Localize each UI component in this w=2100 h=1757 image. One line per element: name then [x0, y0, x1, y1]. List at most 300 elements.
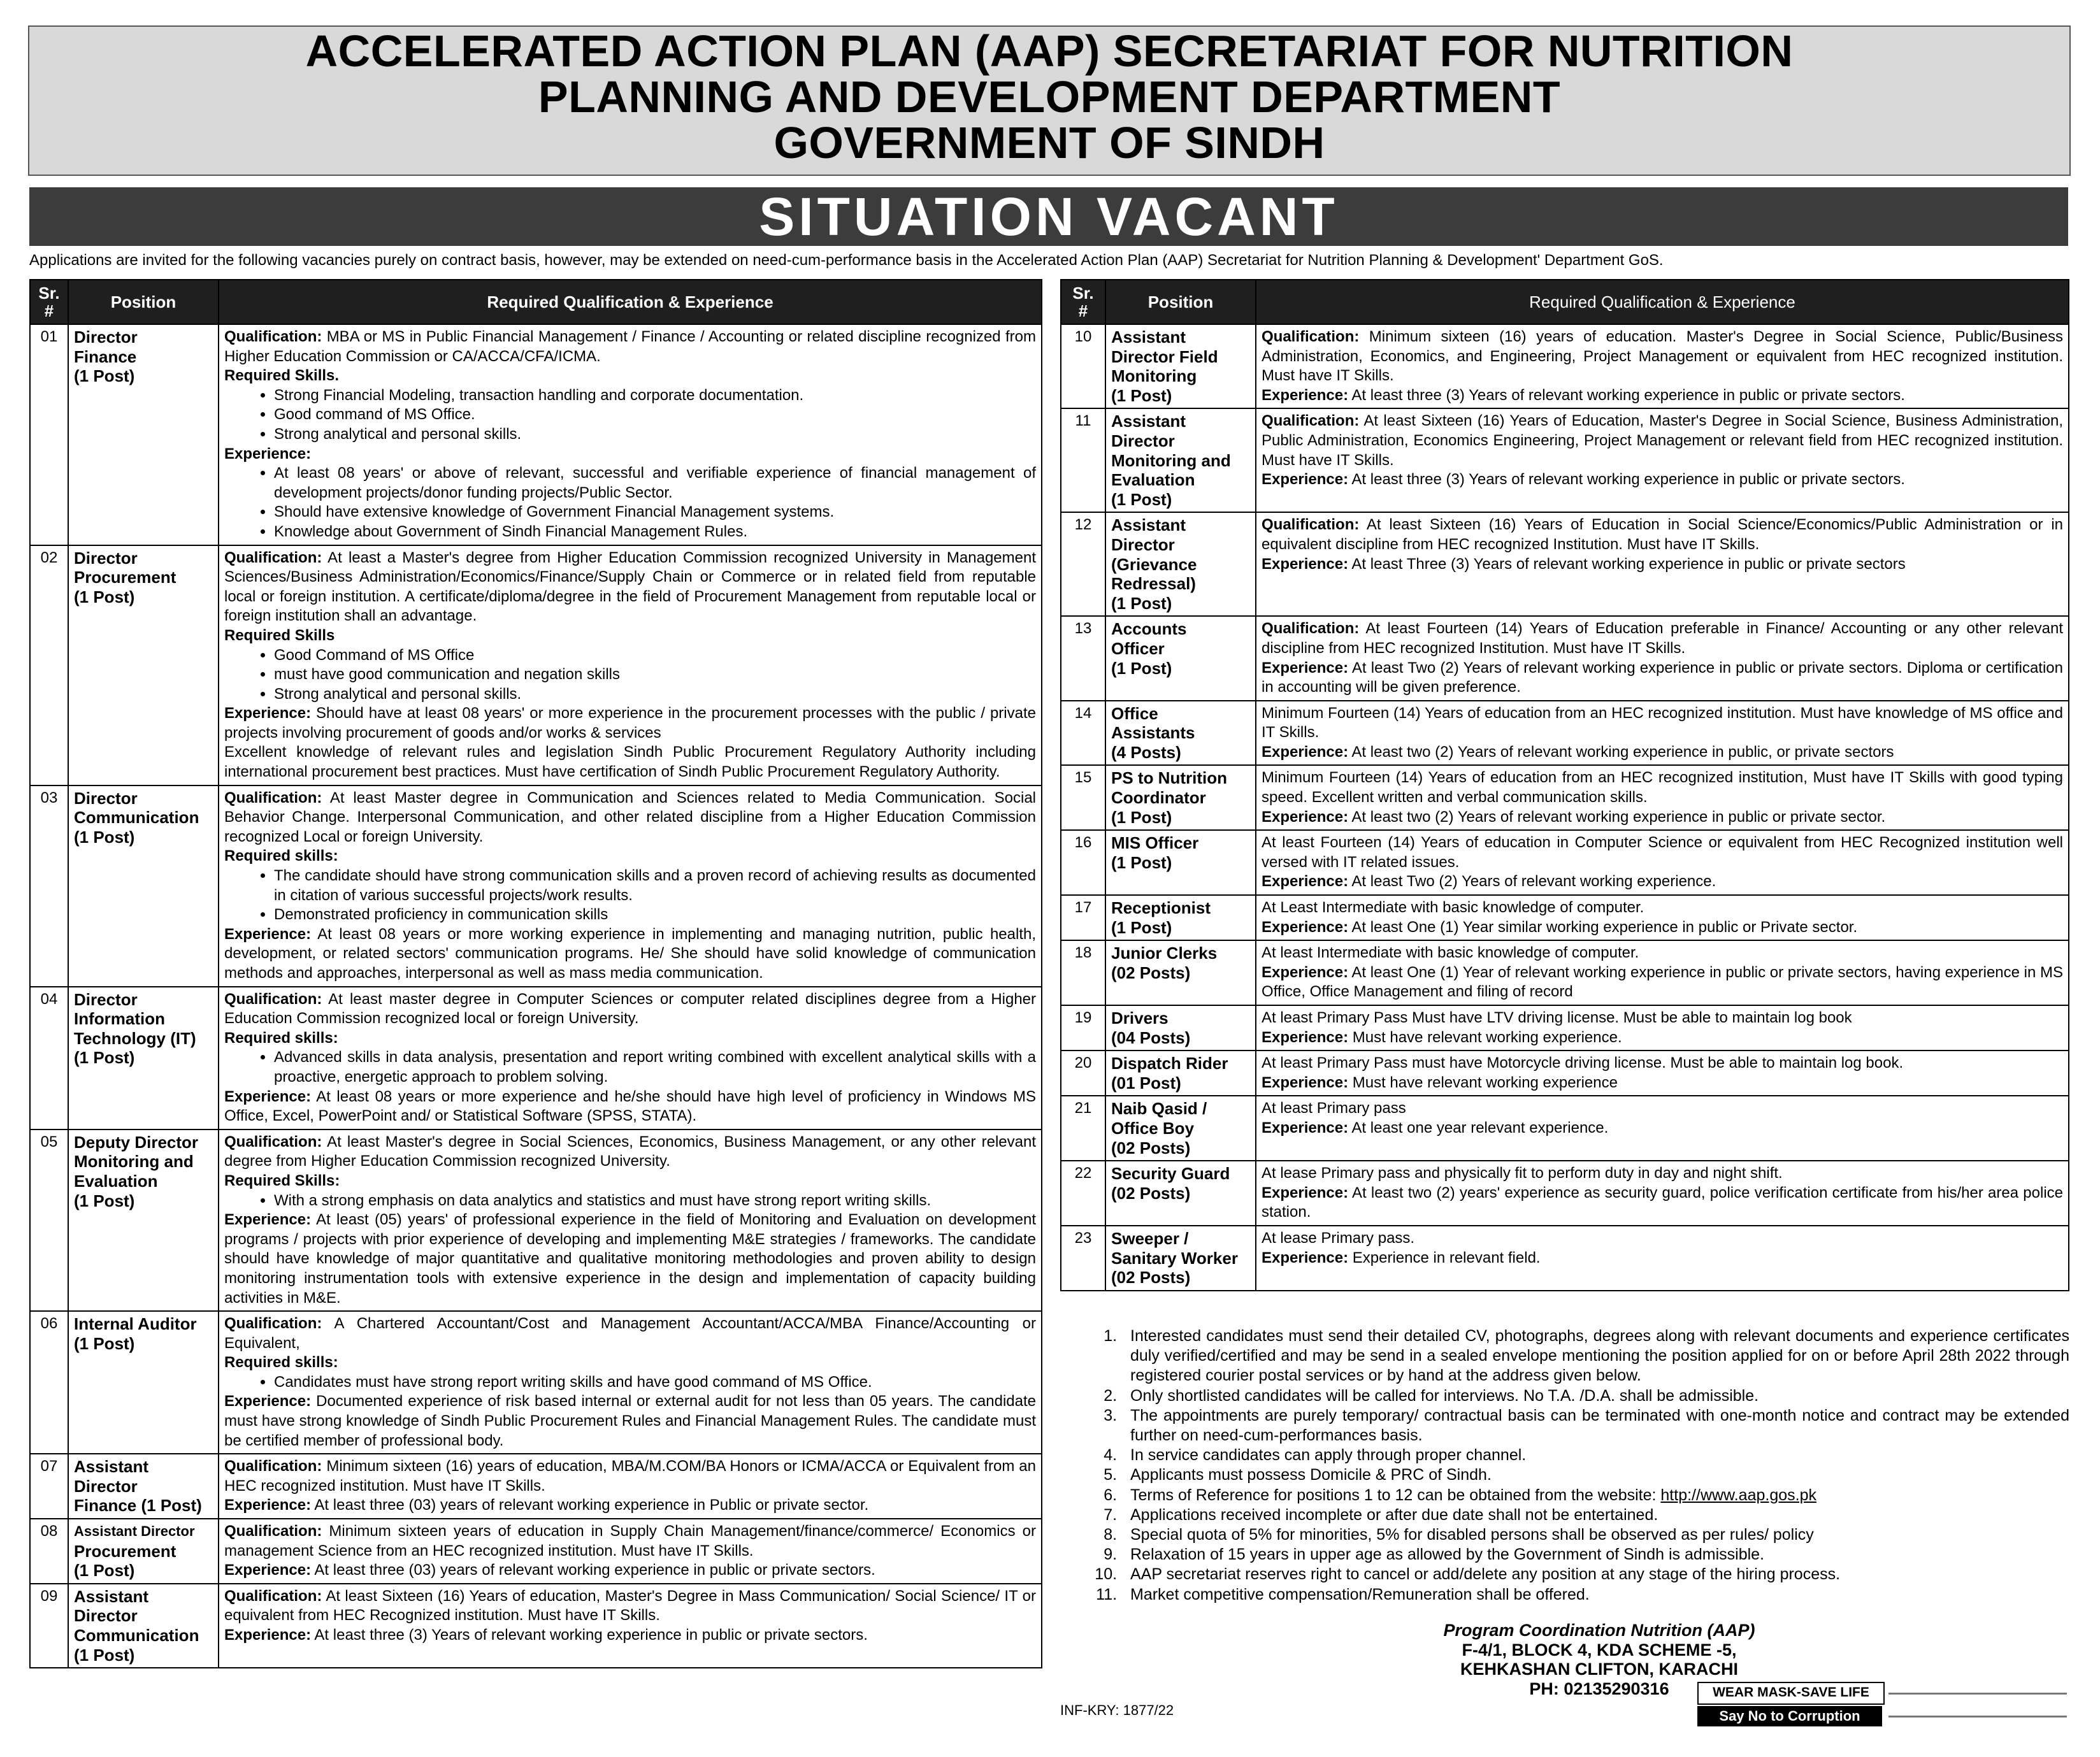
qualification-text — [1262, 1008, 2063, 1028]
note-item — [1121, 1505, 2069, 1525]
row-requirements — [1256, 408, 2069, 512]
header-box — [28, 25, 2071, 176]
qualification-value: At least Intermediate with basic knowledge of computer. — [1262, 944, 1639, 962]
position-line: Communication — [74, 808, 199, 828]
position-line: Director — [1111, 431, 1175, 450]
position-line: Accounts — [1111, 619, 1187, 639]
position-line: Finance — [74, 347, 137, 366]
qualification-value: At least Fourteen (14) Years of education in Computer Science or equivalent from HEC Recognized institution well versed with IT related issues. — [1262, 834, 2063, 871]
qualification-label: Qualification: — [1262, 328, 1360, 345]
table-row — [30, 324, 1042, 545]
position-line: Naib Qasid / — [1111, 1099, 1207, 1119]
position-line: Monitoring — [1111, 366, 1197, 386]
experience-value: Must have relevant working experience — [1352, 1073, 1618, 1091]
qualification-value: Minimum sixteen (16) years of education. Master's Degree in Social Science, Public/Business Administration, Economics, and Engineering, Project Management or equivalent from HEC recognized institution. Must have IT Skills. — [1262, 328, 2063, 385]
note-text: In service candidates can apply through proper channel. — [1130, 1446, 1527, 1465]
position-line: Director — [74, 788, 138, 808]
row-position — [1105, 324, 1256, 408]
qualification-value: Minimum Fourteen (14) Years of education from an HEC recognized institution, Must have IT Skills with good typing speed. Excellent written and verbal communication skills. — [1262, 769, 2063, 807]
row-position — [68, 324, 219, 545]
position-line: Procurement — [74, 1541, 176, 1561]
position-line: Sanitary Worker — [1111, 1248, 1238, 1268]
position-line: Assistant — [1111, 412, 1186, 431]
position-line: (1 Post) — [74, 366, 135, 386]
row-sr: 16 — [1061, 830, 1105, 895]
header-position: Position — [68, 280, 219, 324]
row-requirements — [219, 1454, 1042, 1519]
note-text: Applicants must possess Domicile & PRC of Sindh. — [1130, 1466, 1492, 1484]
table-row — [1061, 512, 2069, 616]
qualification-text — [1262, 1099, 2063, 1119]
row-position — [68, 545, 219, 785]
row-position — [1105, 616, 1256, 700]
right-table-body — [1061, 324, 2069, 1291]
row-position — [68, 1454, 219, 1519]
experience-label: Experience: — [1262, 808, 1349, 826]
experience-value: Should have at least 08 years' or more experience in the procurement processes with the public / private projects involving procurement of goods and/or works & services — [224, 705, 1036, 742]
row-position — [68, 1130, 219, 1311]
qualification-label: Qualification: — [1262, 620, 1360, 638]
skill-item: • The candidate should have strong communication skills and a proven record of achieving results as documented in citation of various successful projects/work results. — [274, 866, 1036, 905]
note-item — [1121, 1386, 2069, 1406]
row-sr: 09 — [30, 1584, 68, 1668]
row-requirements — [219, 785, 1042, 987]
row-sr: 04 — [30, 987, 68, 1130]
qualification-value: At least Sixteen (16) Years of Education, Master's Degree in Social Science, Business Administration, Public Administration, Economics Engineering, Project Management or relevant field from HEC recognized institution. Must have IT Skills. — [1262, 412, 2064, 469]
table-row — [1061, 1005, 2069, 1051]
qualification-text — [1262, 704, 2063, 743]
position-line: Evaluation — [74, 1171, 158, 1191]
experience-label: Experience: — [224, 925, 312, 943]
experience-value: At least three (03) years of relevant working experience in Public or private sector. — [314, 1496, 869, 1514]
experience-label: Experience: — [224, 705, 312, 722]
say-no-corruption-badge: Say No to Corruption — [1697, 1706, 1882, 1726]
experience-label: Experience: — [224, 1561, 312, 1579]
row-requirements — [1256, 1226, 2069, 1291]
position-line: (04 Posts) — [1111, 1028, 1191, 1047]
position-line: (1 Post) — [74, 1561, 135, 1581]
experience-label: Experience: — [1262, 555, 1349, 573]
qualification-value: At least Fourteen (14) Years of Education preferable in Finance/ Accounting or any other relevant discipline from HEC recognized Institution. Must have IT Skills. — [1262, 620, 2064, 657]
row-sr: 01 — [30, 324, 68, 545]
qualification-value: At lease Primary pass and physically fit to perform duty in day and night shift. — [1262, 1165, 1783, 1182]
qualification-label: Qualification: — [1262, 412, 1360, 430]
row-requirements — [219, 324, 1042, 545]
table-row — [1061, 701, 2069, 766]
skills-list — [224, 646, 1036, 705]
skills-label: Required Skills. — [224, 367, 340, 385]
experience-text — [1262, 963, 2063, 1002]
experience-value: At least Three (3) Years of relevant working experience in public or private sectors — [1351, 555, 1906, 573]
position-line: (1 Post) — [1111, 917, 1172, 937]
row-position — [1105, 512, 1256, 616]
header-sr: Sr. # — [30, 280, 68, 324]
inf-number: INF-KRY: 1877/22 — [1060, 1702, 1174, 1718]
qualification-text — [224, 1457, 1036, 1496]
position-line: Sweeper / — [1111, 1228, 1189, 1248]
qualification-text — [1262, 943, 2063, 963]
row-sr: 21 — [1061, 1096, 1105, 1161]
row-requirements — [1256, 895, 2069, 940]
qualification-value: A Chartered Accountant/Cost and Management Accountant/ACCA/MBA Finance/Accounting or Equivalent, — [224, 1315, 1037, 1352]
experience-value: At least two (2) years' experience as security guard, police verification certificate from his/her area police station. — [1262, 1184, 2063, 1221]
position-line: Office Boy — [1111, 1118, 1195, 1138]
experience-value: At least two (2) Years of relevant working experience in public or private sector. — [1351, 808, 1886, 826]
table-row — [1061, 616, 2069, 700]
skills-list — [224, 866, 1036, 925]
experience-label: Experience: — [1262, 1119, 1349, 1137]
table-row — [30, 1584, 1042, 1668]
vacancy-table-right — [1060, 279, 2069, 1291]
qualification-value: MBA or MS in Public Financial Management / Finance / Accounting or related discipline recognized from Higher Education Commission or CA/ACCA/CFA/ICMA. — [224, 328, 1036, 365]
row-requirements — [219, 1584, 1042, 1668]
skill-item: • Strong analytical and personal skills. — [274, 685, 1036, 705]
experience-value: At least 08 years or more experience and he/she should have high level of proficiency in Windows MS Office, Excel, PowerPoint and/ or Statistical Software (SPSS, STATA). — [224, 1087, 1037, 1125]
table-header-row — [30, 280, 1042, 324]
experience-text — [1262, 470, 2063, 490]
position-line: Drivers — [1111, 1008, 1169, 1028]
position-line: Deputy Director — [74, 1132, 199, 1152]
terms-notes — [1060, 1326, 2069, 1605]
position-line: (1 Post) — [1111, 658, 1172, 678]
position-line: Receptionist — [1111, 898, 1211, 918]
position-line: Evaluation — [1111, 470, 1195, 490]
intro-text: Applications are invited for the following vacancies purely on contract basis, however, may be extended on need-cum-performance basis in the Accelerated Action Plan (AAP) Secretariat for Nutrition Planning & Development' Department GoS. — [29, 252, 1664, 269]
qualification-text — [1262, 412, 2063, 470]
row-requirements — [219, 1519, 1042, 1584]
experience-value: At least three (03) years of relevant working experience in public or private sectors. — [314, 1561, 875, 1579]
skill-item: • must have good communication and negation skills — [274, 665, 1036, 685]
experience-text — [1262, 1028, 2063, 1048]
experience-text — [224, 1392, 1036, 1451]
note-text: Special quota of 5% for minorities, 5% for disabled persons shall be observed as per rules/ policy — [1130, 1526, 1814, 1544]
skills-label: Required Skills: — [224, 1172, 340, 1189]
experience-item: • At least 08 years' or above of relevant, successful and verifiable experience of financial management of development projects/donor funding projects/Public Sector. — [274, 464, 1036, 503]
row-sr: 14 — [1061, 701, 1105, 766]
experience-list — [224, 464, 1036, 541]
row-sr: 05 — [30, 1130, 68, 1311]
table-row — [30, 785, 1042, 987]
experience-text — [1262, 872, 2063, 892]
position-line: Finance (1 Post) — [74, 1496, 202, 1516]
skill-item: • Candidates must have strong report writing skills and have good command of MS Office. — [274, 1373, 1036, 1393]
qualification-text — [224, 1133, 1036, 1172]
position-line: Officer — [1111, 638, 1165, 658]
experience-value: At least One (1) Year similar working experience in public or Private sector. — [1351, 918, 1858, 936]
experience-label: Experience: — [1262, 918, 1349, 936]
experience-text — [224, 1626, 1036, 1646]
position-line: (1 Post) — [74, 587, 135, 606]
note-text: Market competitive compensation/Remuneration shall be offered. — [1130, 1585, 1590, 1603]
row-position — [1105, 1051, 1256, 1096]
skill-item: • Advanced skills in data analysis, presentation and report writing combined with excellent analytical skills with a proactive, energetic approach to problem solving. — [274, 1048, 1036, 1087]
qualification-text — [1262, 1054, 2063, 1073]
qualification-label: Qualification: — [224, 1587, 322, 1605]
experience-value: At least One (1) Year of relevant working experience in public or private sectors, having experience in MS Office, Office Management and filing of record — [1262, 963, 2064, 1001]
header-requirements: Required Qualification & Experience — [1256, 280, 2069, 324]
position-line: Information — [74, 1009, 165, 1029]
note-text: Relaxation of 15 years in upper age as allowed by the Government of Sindh is admissible. — [1130, 1545, 1765, 1564]
table-row — [30, 545, 1042, 785]
qualification-value: At least Master's degree in Social Sciences, Economics, Business Management, or any other relevant degree from Higher Education Commission recognized University. — [224, 1133, 1036, 1170]
table-row — [30, 987, 1042, 1130]
experience-value: At least three (3) Years of relevant working experience in public or private sectors. — [1351, 386, 1905, 404]
row-requirements — [1256, 324, 2069, 408]
qualification-text — [224, 327, 1036, 366]
skills-label: Required skills: — [224, 1029, 338, 1047]
qualification-value: Minimum sixteen years of education in Supply Chain Management/finance/commerce/ Economics or management Science from an HEC recognized institution. Must have IT Skills. — [224, 1523, 1036, 1560]
qualification-value: At Least Intermediate with basic knowledge of computer. — [1262, 899, 1644, 917]
position-line: Security Guard — [1111, 1164, 1230, 1184]
address-line-1: F-4/1, BLOCK 4, KDA SCHEME -5, — [1462, 1640, 1737, 1660]
row-sr: 11 — [1061, 408, 1105, 512]
position-line: (1 Post) — [74, 1645, 135, 1665]
experience-label: Experience: — [224, 1211, 312, 1229]
row-sr: 10 — [1061, 324, 1105, 408]
row-requirements — [1256, 616, 2069, 700]
qualification-label: Qualification: — [224, 1458, 322, 1475]
row-sr: 15 — [1061, 765, 1105, 830]
row-sr: 06 — [30, 1311, 68, 1454]
qualification-value: At least Primary Pass must have Motorcycle driving license. Must be able to maintain log book. — [1262, 1054, 1904, 1072]
table-row — [30, 1130, 1042, 1311]
row-position — [68, 1584, 219, 1668]
qualification-text — [1262, 833, 2063, 872]
experience-label: Experience: — [1262, 386, 1349, 404]
qualification-text — [1262, 619, 2063, 658]
experience-text — [1262, 1073, 2063, 1093]
row-requirements — [1256, 940, 2069, 1005]
skills-list — [224, 1373, 1036, 1393]
row-requirements — [219, 545, 1042, 785]
qualification-text — [224, 789, 1036, 847]
experience-label: Experience: — [224, 445, 312, 463]
skill-item: • Demonstrated proficiency in communication skills — [274, 905, 1036, 925]
website-link[interactable]: http://www.aap.gos.pk — [1660, 1486, 1816, 1504]
experience-item: • Knowledge about Government of Sindh Financial Management Rules. — [274, 522, 1036, 542]
row-requirements — [219, 1311, 1042, 1454]
experience-label: Experience: — [1262, 873, 1349, 891]
row-requirements — [1256, 512, 2069, 616]
position-line: Assistant Director — [74, 1523, 195, 1540]
experience-text — [224, 1561, 1036, 1581]
row-position — [1105, 408, 1256, 512]
additional-requirement: Excellent knowledge of relevant rules and legislation Sindh Public Procurement Regulatory Authority including international procurement best practices. Must have certification of Sindh Public Procurement Regulatory Authority. — [224, 743, 1036, 781]
qualification-text — [1262, 515, 2063, 554]
position-line: (1 Post) — [1111, 593, 1172, 613]
note-item — [1121, 1326, 2069, 1386]
position-line: (Grievance — [1111, 554, 1197, 574]
row-sr: 23 — [1061, 1226, 1105, 1291]
position-line: Director — [74, 1476, 138, 1496]
table-row — [1061, 765, 2069, 830]
position-line: Redressal) — [1111, 574, 1196, 594]
position-line: (02 Posts) — [1111, 1183, 1191, 1203]
qualification-value: Minimum sixteen (16) years of education, MBA/M.COM/BA Honors or ICMA/ACCA or Equivalent from an HEC recognized institution. Must have IT Skills. — [224, 1458, 1037, 1495]
table-row — [30, 1454, 1042, 1519]
experience-text — [224, 1210, 1036, 1308]
experience-text — [1262, 808, 2063, 828]
row-sr: 22 — [1061, 1161, 1105, 1226]
skill-item: • Good Command of MS Office — [274, 646, 1036, 666]
row-requirements — [1256, 1161, 2069, 1226]
note-item — [1121, 1445, 2069, 1465]
qualification-label: Qualification: — [224, 990, 322, 1008]
row-sr: 13 — [1061, 616, 1105, 700]
experience-text — [1262, 743, 2063, 763]
row-position — [68, 785, 219, 987]
qualification-label: Qualification: — [1262, 516, 1360, 534]
row-requirements — [219, 1130, 1042, 1311]
experience-value: At least three (3) Years of relevant working experience in public or private sectors. — [314, 1626, 868, 1644]
qualification-text — [224, 1587, 1036, 1626]
experience-item: • Should have extensive knowledge of Government Financial Management systems. — [274, 503, 1036, 522]
note-item — [1121, 1465, 2069, 1485]
experience-text — [1262, 386, 2063, 406]
qualification-text — [1262, 768, 2063, 807]
experience-text — [1262, 1119, 2063, 1138]
position-line: Assistant — [1111, 327, 1186, 347]
skills-list — [224, 1048, 1036, 1087]
row-position — [1105, 765, 1256, 830]
experience-label: Experience: — [224, 1496, 312, 1514]
experience-label: Experience: — [1262, 1073, 1349, 1091]
experience-value: At least (05) years' of professional experience in the field of Monitoring and Evaluation on development programs / projects with prior experience of developing and implementing M&E strategies / frameworks. The candidate should have knowledge of major quantitative and qualitative monitoring methodologies and proven ability to design monitoring instrumentation tools with extensive experience in the design and implementation of capacity building activities in M&E. — [224, 1211, 1037, 1307]
experience-label: Experience: — [1262, 659, 1349, 677]
position-line: Junior Clerks — [1111, 943, 1218, 963]
position-line: MIS Officer — [1111, 833, 1199, 853]
position-line: Office — [1111, 703, 1158, 723]
note-item — [1121, 1486, 2069, 1505]
table-row — [30, 1519, 1042, 1584]
experience-text — [224, 704, 1036, 743]
qualification-text — [224, 1522, 1036, 1561]
row-requirements — [219, 987, 1042, 1130]
experience-label: Experience: — [1262, 1249, 1349, 1266]
skills-label: Required skills: — [224, 1354, 338, 1372]
note-item — [1121, 1565, 2069, 1584]
row-requirements — [1256, 701, 2069, 766]
experience-label: Experience: — [1262, 471, 1349, 489]
skills-list — [224, 1191, 1036, 1211]
experience-value: At least Two (2) Years of relevant working experience. — [1351, 873, 1716, 891]
note-text: Terms of Reference for positions 1 to 12 can be obtained from the website: — [1130, 1486, 1657, 1504]
experience-text — [1262, 1184, 2063, 1223]
row-sr: 20 — [1061, 1051, 1105, 1096]
right-table-container — [1060, 279, 2069, 1291]
row-position — [1105, 1096, 1256, 1161]
table-row — [1061, 830, 2069, 895]
position-line: Director Field — [1111, 347, 1218, 366]
skills-label: Required skills: — [224, 847, 338, 865]
position-line: Dispatch Rider — [1111, 1054, 1228, 1073]
position-line: Monitoring and — [1111, 450, 1231, 470]
qualification-label: Qualification: — [224, 328, 322, 345]
address-phone: PH: 02135290316 — [1529, 1679, 1669, 1698]
qualification-label: Qualification: — [224, 1315, 322, 1333]
qualification-text — [1262, 898, 2063, 918]
qualification-label: Qualification: — [224, 789, 322, 807]
note-text: Interested candidates must send their detailed CV, photographs, degrees along with relevant documents and experience certificates duly verified/certified and may be send in a sealed envelope mentioning the position applied for on or before April 28th 2022 through registered courier postal services or by hand at the address given below. — [1130, 1327, 2069, 1385]
experience-label: Experience: — [224, 1626, 312, 1644]
skill-item: • Good command of MS Office. — [274, 405, 1036, 425]
header-position: Position — [1105, 280, 1256, 324]
experience-value: At least 08 years or more working experience in implementing and managing nutrition, public health, development, or related sectors' communication programs. He/ She should have solid knowledge of communication methods and approaches, interpersonal as well as mass media communication. — [224, 925, 1037, 982]
table-row — [1061, 324, 2069, 408]
row-requirements — [1256, 765, 2069, 830]
header-line-3: GOVERNMENT OF SINDH — [773, 118, 1325, 168]
position-line: PS to Nutrition — [1111, 768, 1227, 788]
skills-label: Required Skills — [224, 626, 335, 644]
notes-list — [1060, 1326, 2069, 1605]
row-position — [1105, 830, 1256, 895]
skill-item: • Strong analytical and personal skills. — [274, 425, 1036, 445]
urdu-slogan-graphic — [1888, 1682, 2067, 1728]
skill-item: • With a strong emphasis on data analytics and statistics and must have strong report writing skills. — [274, 1191, 1036, 1211]
experience-value: At least Two (2) Years of relevant working experience in public or private sectors. Diploma or certification in accounting will be given preference. — [1262, 659, 2063, 696]
experience-text — [1262, 1249, 2063, 1268]
position-line: Assistant — [74, 1457, 149, 1477]
qualification-value: At least Primary Pass Must have LTV driving license. Must be able to maintain log book — [1262, 1009, 1852, 1026]
qualification-value: At least Master degree in Communication and Sciences related to Media Communication. Social Behavior Change. Interpersonal Communication, and other related discipline from a Higher Education Commission recognized Local or foreign University. — [224, 789, 1037, 845]
note-text: The appointments are purely temporary/ contractual basis can be terminated with one-month notice and contract may be extended further on need-cum-performances basis. — [1130, 1406, 2069, 1445]
awareness-stamp — [1697, 1682, 2067, 1728]
header-sr: Sr. # — [1061, 280, 1105, 324]
position-line: Communication — [74, 1626, 199, 1645]
position-line: Director — [74, 1606, 138, 1626]
position-line: Assistant — [1111, 515, 1186, 535]
row-position — [1105, 1005, 1256, 1051]
qualification-label: Qualification: — [224, 549, 322, 566]
experience-text — [224, 1496, 1036, 1516]
experience-value: At least one year relevant experience. — [1351, 1119, 1609, 1137]
row-position — [68, 1311, 219, 1454]
row-position — [1105, 1161, 1256, 1226]
experience-label: Experience: — [1262, 743, 1349, 761]
situation-vacant-banner: SITUATION VACANT — [29, 187, 2068, 246]
row-position — [68, 987, 219, 1130]
row-sr: 19 — [1061, 1005, 1105, 1051]
qualification-value: At least master degree in Computer Sciences or computer related disciplines degree from a Higher Education Commission recognized local or foreign University. — [224, 990, 1037, 1028]
position-line: (1 Post) — [1111, 489, 1172, 509]
header-line-2: PLANNING AND DEVELOPMENT DEPARTMENT — [538, 72, 1561, 122]
table-header-row — [1061, 280, 2069, 324]
table-row — [30, 1311, 1042, 1454]
note-text: Applications received incomplete or after due date shall not be entertained. — [1130, 1505, 1658, 1524]
experience-value: Experience in relevant field. — [1352, 1249, 1541, 1266]
qualification-value: At least a Master's degree from Higher Education Commission recognized University in Management Sciences/Business Administration/Economics/Finance/Supply Chain or Commerce or in related field from reputable local or foreign institution. A certificate/diploma/degree in the field of Procurement Management from reputable local or foreign institution shall an advantage. — [224, 549, 1037, 625]
table-row — [1061, 1226, 2069, 1291]
qualification-text — [224, 990, 1036, 1029]
qualification-value: At lease Primary pass. — [1262, 1229, 1415, 1247]
row-sr: 12 — [1061, 512, 1105, 616]
position-line: Internal Auditor — [74, 1314, 197, 1334]
row-requirements — [1256, 1005, 2069, 1051]
row-position — [1105, 895, 1256, 940]
experience-text — [1262, 555, 2063, 575]
table-row — [1061, 408, 2069, 512]
experience-label: Experience: — [1262, 963, 1349, 981]
note-item — [1121, 1406, 2069, 1445]
row-sr: 07 — [30, 1454, 68, 1519]
row-requirements — [1256, 830, 2069, 895]
position-line: Procurement — [74, 568, 176, 587]
note-item — [1121, 1585, 2069, 1605]
skills-list — [224, 386, 1036, 445]
note-item — [1121, 1545, 2069, 1565]
row-sr: 18 — [1061, 940, 1105, 1005]
qualification-text — [1262, 1229, 2063, 1249]
